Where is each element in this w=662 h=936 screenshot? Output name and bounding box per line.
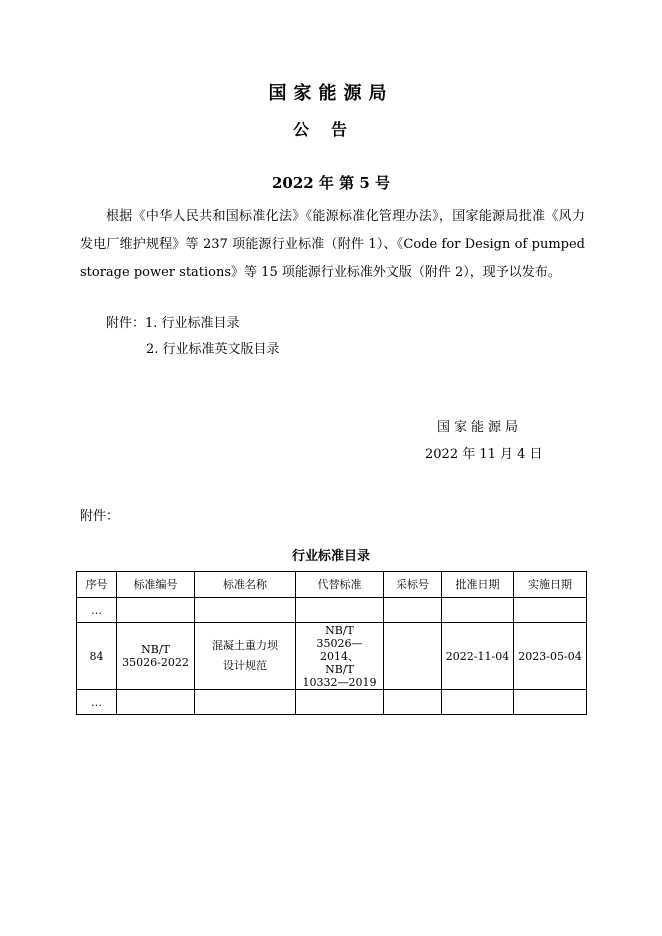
cell-effective-date: 2023-05-04	[514, 623, 587, 690]
col-header-name: 标准名称	[195, 572, 296, 598]
standards-table	[76, 571, 587, 715]
signature-org: 国家能源局	[437, 420, 523, 435]
cell-empty	[195, 690, 296, 715]
name-line-1: 混凝土重力坝	[212, 639, 278, 652]
cell-code	[117, 623, 195, 690]
attachment-item-1: 附件：1. 行业标准目录	[106, 316, 240, 331]
issuing-authority-title: 国家能源局	[268, 83, 394, 104]
signature-date: 2022 年 11 月 4 日	[425, 447, 543, 462]
cell-empty	[442, 598, 514, 623]
attachment-item-2: 2. 行业标准英文版目录	[146, 342, 280, 357]
appendix-label: 附件：	[80, 509, 120, 524]
code-line-1: NB/T	[141, 643, 170, 656]
cell-empty	[514, 598, 587, 623]
table-row	[77, 623, 587, 690]
replace-line-3: NB/T	[325, 662, 354, 676]
table-row	[77, 598, 587, 623]
announcement-body	[80, 203, 585, 287]
cell-seq: …	[77, 690, 117, 715]
cell-empty	[384, 690, 442, 715]
name-line-2: 设计规范	[223, 659, 267, 672]
cell-empty	[296, 690, 384, 715]
replace-line-4: 10332—2019	[302, 675, 377, 689]
cell-empty	[442, 690, 514, 715]
replace-line-1: NB/T	[325, 623, 354, 637]
cell-seq: 84	[77, 623, 117, 690]
cell-empty	[117, 690, 195, 715]
col-header-effective-date: 实施日期	[514, 572, 587, 598]
cell-empty	[514, 690, 587, 715]
document-number: 2022 年 第 5 号	[271, 174, 391, 192]
col-header-adopt: 采标号	[384, 572, 442, 598]
table-row	[77, 690, 587, 715]
col-header-approve-date: 批准日期	[442, 572, 514, 598]
cell-empty	[117, 598, 195, 623]
replace-line-2: 35026—2014、	[316, 636, 363, 663]
announcement-paragraph: 根据《中华人民共和国标准化法》《能源标准化管理办法》，国家能源局批准《风力发电厂维护规程》等 237 项能源行业标准（附件 1）、《Code for Design of pumped storage power stations》等 15 项能源行业标准外文版（附件 2），现予以发布。	[80, 209, 585, 280]
cell-name	[195, 623, 296, 690]
cell-empty	[296, 598, 384, 623]
cell-replace	[296, 623, 384, 690]
col-header-replace: 代替标准	[296, 572, 384, 598]
cell-adopt	[384, 623, 442, 690]
document-type-title: 公告	[292, 120, 369, 139]
code-line-2: 35026-2022	[122, 656, 189, 669]
cell-empty	[195, 598, 296, 623]
table-header-row	[77, 572, 587, 598]
cell-empty	[384, 598, 442, 623]
col-header-seq: 序号	[77, 572, 117, 598]
col-header-code: 标准编号	[117, 572, 195, 598]
cell-approve-date: 2022-11-04	[442, 623, 514, 690]
cell-seq: …	[77, 598, 117, 623]
table-title: 行业标准目录	[291, 549, 370, 564]
